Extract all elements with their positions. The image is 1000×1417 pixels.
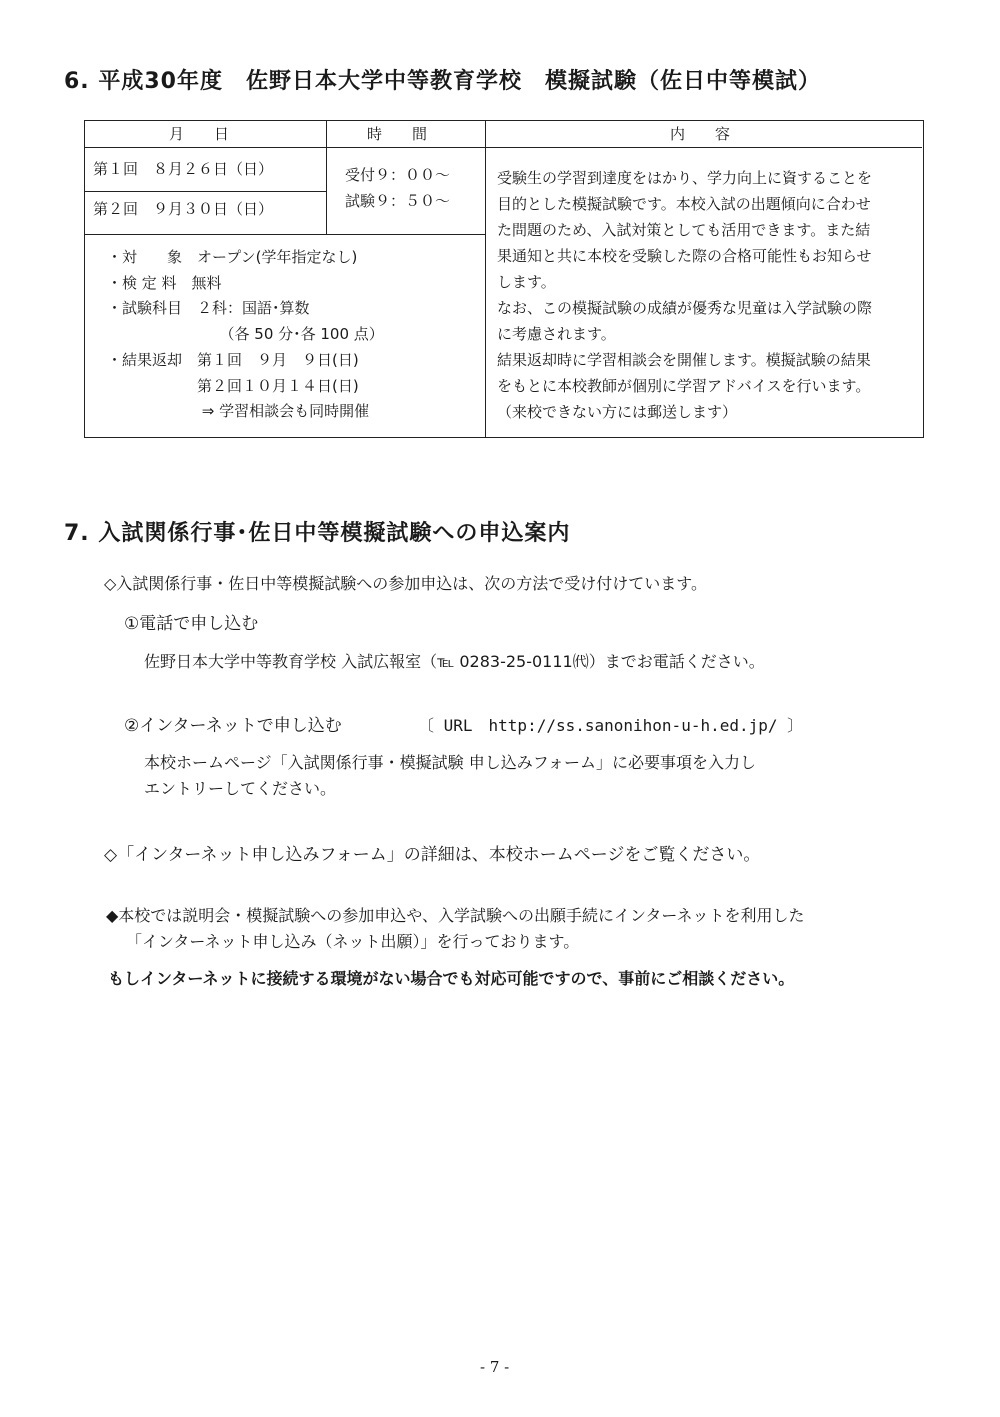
info-line: 第２回１０月１４日(日) — [107, 376, 359, 395]
internet-heading: ②インターネットで申し込む — [124, 716, 342, 736]
phone-text: 佐野日本大学中等教育学校 入試広報室（℡ 0283-25-0111㈹）までお電話ください。 — [144, 652, 765, 671]
exam-time: 試験９：５０～ — [345, 192, 451, 210]
section-6-title: 6. 平成30年度 佐野日本大学中等教育学校 模擬試験（佐日中等模試） — [64, 69, 821, 94]
form-note: ◇「インターネット申し込みフォーム」の詳細は、本校ホームページをご覧ください。 — [104, 845, 761, 865]
description-line: （来校できない方には郵送します） — [497, 403, 738, 421]
table-divider — [85, 234, 485, 235]
header-content: 内 容 — [670, 125, 731, 143]
session-2: 第２回 ９月３０日（日） — [93, 200, 274, 218]
table-divider — [485, 121, 486, 437]
exam-description — [497, 165, 922, 425]
description-line: 目的とした模擬試験です。本校入試の出題傾向に合わせ — [497, 195, 871, 213]
description-line: 受験生の学習到達度をはかり、学力向上に資することを — [497, 169, 873, 187]
mock-exam-table — [84, 120, 924, 438]
description-line: た問題のため、入試対策としても活用できます。また結 — [497, 221, 871, 239]
page-number: - 7 - — [480, 1358, 510, 1376]
school-url-link[interactable]: 〔 URL http://ss.sanonihon-u-h.ed.jp/ 〕 — [418, 716, 804, 735]
phone-heading: ①電話で申し込む — [124, 614, 259, 634]
consultation-note: もしインターネットに接続する環境がない場合でも対応可能ですので、事前にご相談ください。 — [108, 969, 795, 988]
info-line: ・結果返却 第１回 ９月 ９日(日) — [107, 350, 359, 369]
application-intro: ◇入試関係行事・佐日中等模擬試験への参加申込は、次の方法で受け付けています。 — [104, 574, 708, 593]
online-note-line-1: ◆本校では説明会・模擬試験への参加申込や、入学試験への出願手続にインターネットを利用した — [106, 906, 805, 925]
description-line: 果通知と共に本校を受験した際の合格可能性もお知らせ — [497, 247, 872, 265]
info-line: ⇒ 学習相談会も同時開催 — [107, 402, 370, 421]
table-divider — [85, 147, 922, 148]
description-line: をもとに本校教師が個別に学習アドバイスを行います。 — [497, 377, 871, 395]
header-time: 時 間 — [367, 125, 428, 143]
section-7-title: 7. 入試関係行事･佐日中等模擬試験への申込案内 — [64, 521, 571, 546]
description-line: します。 — [497, 273, 556, 291]
info-line: （各 50 分･各 100 点） — [107, 325, 384, 344]
description-line: に考慮されます。 — [497, 325, 616, 343]
info-line: ・検 定 料 無料 — [107, 273, 222, 292]
info-line: ・対 象 オープン(学年指定なし) — [107, 248, 358, 266]
session-1: 第１回 ８月２６日（日） — [93, 160, 274, 178]
info-line: ・試験科目 ２科：国語･算数 — [107, 299, 310, 318]
internet-text-line-1: 本校ホームページ「入試関係行事・模擬試験 申し込みフォーム」に必要事項を入力し — [144, 753, 756, 772]
description-line: 結果返却時に学習相談会を開催します。模擬試験の結果 — [497, 351, 871, 369]
header-date: 月 日 — [169, 125, 230, 143]
reception-time: 受付９：００～ — [345, 166, 451, 184]
table-divider — [326, 121, 327, 235]
description-line: なお、この模擬試験の成績が優秀な児童は入学試験の際 — [497, 299, 873, 317]
online-note-line-2: 「インターネット申し込み（ネット出願）」を行っております。 — [126, 932, 580, 951]
exam-info — [107, 245, 384, 425]
internet-text-line-2: エントリーしてください。 — [144, 779, 337, 798]
table-divider — [85, 191, 326, 192]
